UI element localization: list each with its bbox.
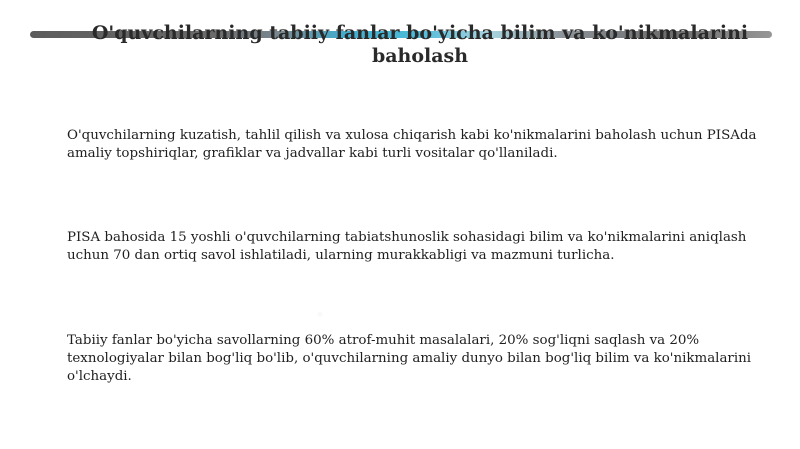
paragraph-3: Tabiiy fanlar bo'yicha savollarning 60% atrof-muhit masalalari, 20% sog'liqni saqlash va 20% texnologiyalar bilan bog'liq bo'lib, o'quvchilarning amaliy dunyo bilan bog'liq bilim va ko'nikmalarini o'lchaydi.	[67, 333, 752, 384]
slide-title: O'quvchilarning tabiiy fanlar bo'yicha bilim va ko'nikmalarini baholash	[91, 22, 749, 67]
paragraph-1: O'quvchilarning kuzatish, tahlil qilish va xulosa chiqarish kabi ko'nikmalarini baholash uchun PISAda amaliy topshiriqlar, grafiklar va jadvallar kabi turli vositalar qo'llaniladi.	[67, 128, 757, 161]
paragraph-2: PISA bahosida 15 yoshli o'quvchilarning tabiatshunoslik sohasidagi bilim va ko'nikmalarini aniqlash uchun 70 dan ortiq savol ishlatiladi, ularning murakkabligi va mazmuni turlicha.	[67, 230, 747, 263]
